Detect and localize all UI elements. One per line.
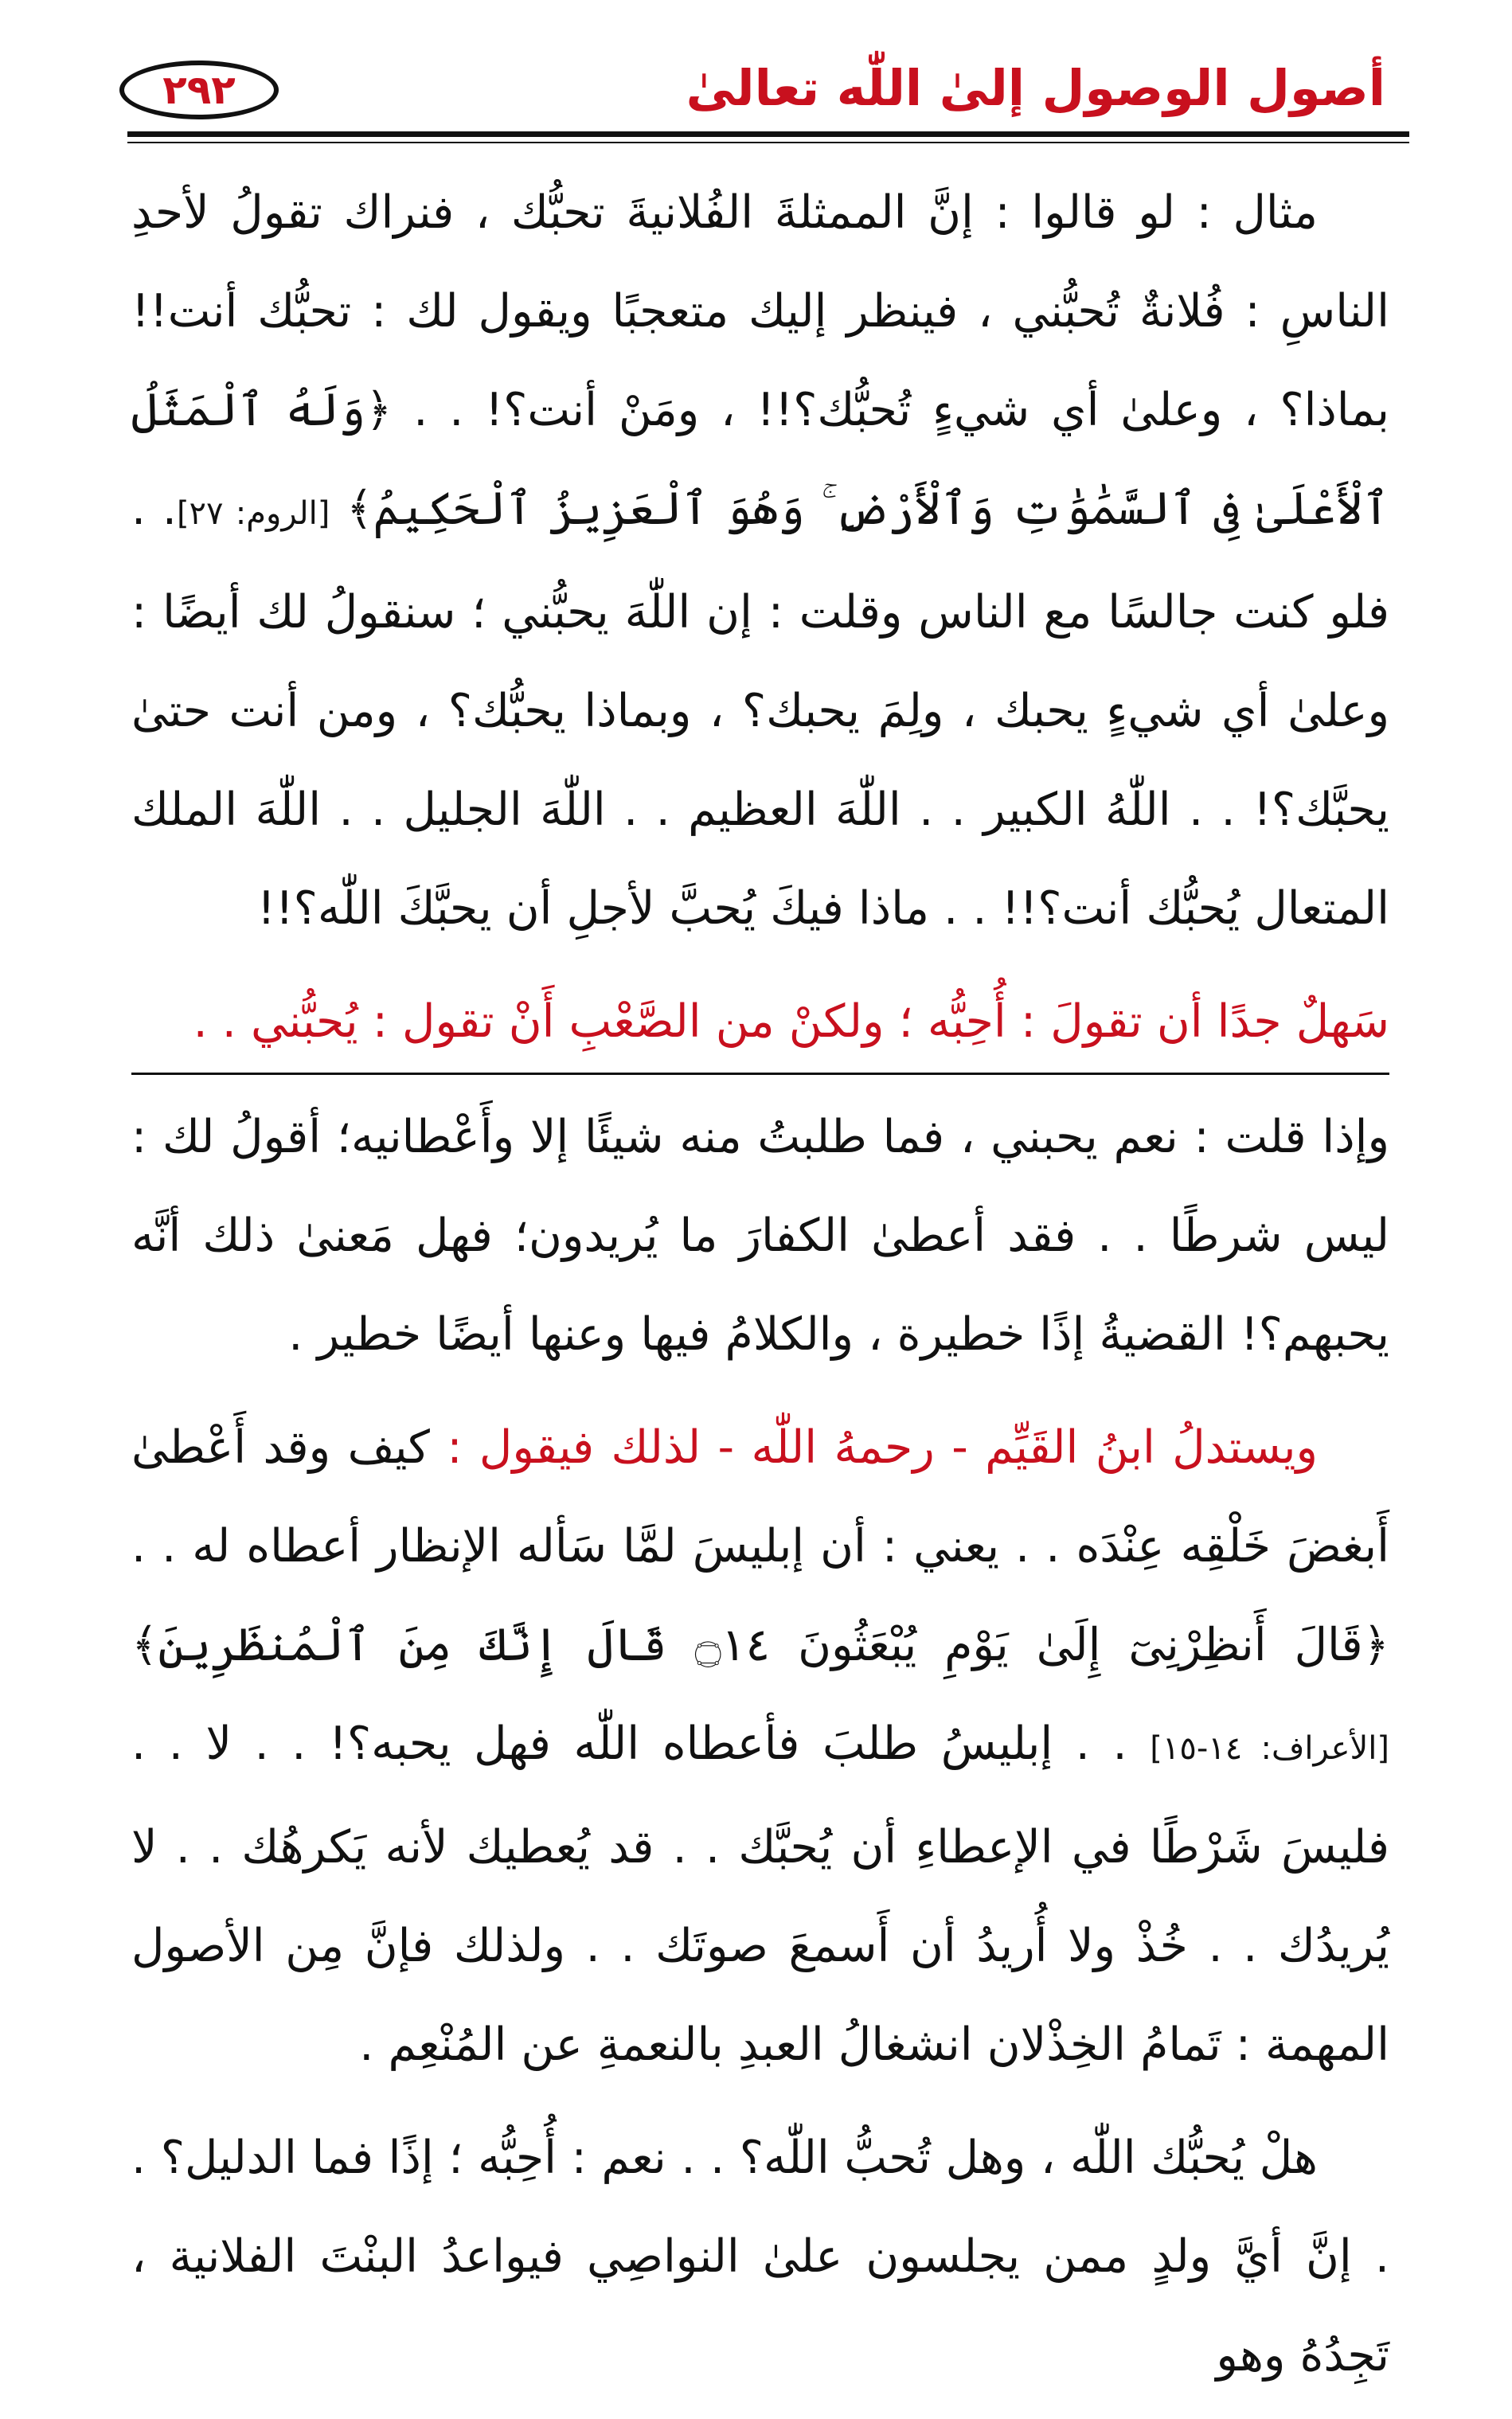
verse-reference-araf: [الأعراف: ١٤-١٥]	[1150, 1730, 1389, 1767]
section-heading-underline	[131, 1073, 1389, 1075]
header-rule-thick	[127, 131, 1409, 137]
paragraph-2-text: وإذا قلت : نعم يحبني ، فما طلبتُ منه شيئًا إلا وأَعْطانيه؛ أقولُ لك : ليس شرطًا . . فقد أعطىٰ الكفارَ ما يُريدون؛ فهل مَعنىٰ ذلك أنَّه يحبهم؟! القضيةُ إذًا خطيرة ، والكلامُ فيها وعنها أيضًا خطير .	[131, 1111, 1389, 1361]
paragraph-3-text-b: . . إبليسُ طلبَ فأعطاه اللّٰه فهل يحبه؟! . . لا . . فليسَ شَرْطًا في الإعطاءِ أن يُحبَّك . . قد يُعطيك لأنه يَكرهُك . . لا يُريدُك . . خُذْ ولا أُريدُ أن أَسمعَ صوتَك . . ولذلك فإنَّ مِن الأصول المهمة : تَمامُ الخِذْلان انشغالُ العبدِ بالنعمةِ عن المُنْعِم .	[131, 1718, 1389, 2071]
paragraph-1-text-a: مثال : لو قالوا : إنَّ الممثلةَ الفُلانيةَ تحبُّك ، فنراك تقولُ لأحدِ الناسِ : فُلانةٌ تُحبُّني ، فينظر إليك متعجبًا ويقول لك : تحبُّك أنت!! بماذا؟ ، وعلىٰ أي شيءٍ تُحبُّك؟!! ، ومَنْ أنت؟! . .	[131, 186, 1389, 436]
header-rule-thin	[127, 142, 1409, 143]
quran-verse-rum: ﴿وَلَهُ ٱلْمَثَلُ ٱلْأَعْلَىٰ فِى ٱلسَّمَٰوَٰتِ وَٱلْأَرْضِ ۚ وَهُوَ ٱلْعَزِيزُ ٱلْحَكِيمُ﴾	[131, 384, 1389, 535]
paragraph-3-text-a: كيف وقد أَعْطىٰ أَبغضَ خَلْقِه عِنْدَه . . يعني : أن إبليسَ لمَّا سَأله الإنظار أعطاه له . .	[131, 1421, 1389, 1573]
paragraph-1-text-b: . . فلو كنت جالسًا مع الناس وقلت : إن اللّٰهَ يحبُّني ؛ سنقولُ لك أيضًا : وعلىٰ أي شيءٍ يحبك ، ولِمَ يحبك؟ ، وبماذا يحبُّك؟ ، ومن أنت حتىٰ يحبَّك؟! . . اللّٰهُ الكبير . . اللّٰهَ العظيم . . اللّٰهَ الجليل . . اللّٰهَ الملك المتعال يُحبُّك أنت؟!! . . ماذا فيكَ يُحبَّ لأجلِ أن يحبَّكَ اللّٰه؟!!	[131, 483, 1389, 935]
paragraph-2	[131, 1088, 1389, 1384]
paragraph-4-text: هلْ يُحبُّك اللّٰه ، وهل تُحبُّ اللّٰه؟ . . نعم : أُحِبُّه ؛ إذًا فما الدليل؟ . . إنَّ أيَّ ولدٍ ممن يجلسون علىٰ النواصِي فيواعدُ البنْتَ الفلانية ، تَجِدُهُ وهو	[131, 2132, 1389, 2382]
paragraph-4	[131, 2108, 1389, 2405]
paragraph-3	[131, 1398, 1389, 2094]
verse-reference-rum: [الروم: ٢٧]	[176, 495, 330, 532]
running-title: أصول الوصول إلىٰ اللّٰه تعالىٰ	[686, 59, 1385, 117]
paragraph-1	[131, 163, 1389, 958]
page-number-badge: ٢٩٢	[119, 61, 279, 119]
paragraph-3-red-lead: ويستدلُ ابنُ القَيِّم - رحمهُ اللّٰه - لذلك فيقول :	[447, 1421, 1318, 1474]
page-body	[131, 163, 1389, 2419]
section-heading: سَهلٌ جدًا أن تقولَ : أُحِبُّه ؛ ولكنْ من الصَّعْبِ أَنْ تقول : يُحبُّني . .	[193, 995, 1389, 1048]
quran-verse-araf: ﴿قَالَ أَنظِرْنِىٓ إِلَىٰ يَوْمِ يُبْعَثُونَ ۝١٤ قَالَ إِنَّكَ مِنَ ٱلْمُنظَرِينَ﴾	[131, 1619, 1389, 1671]
page-header	[119, 48, 1401, 127]
